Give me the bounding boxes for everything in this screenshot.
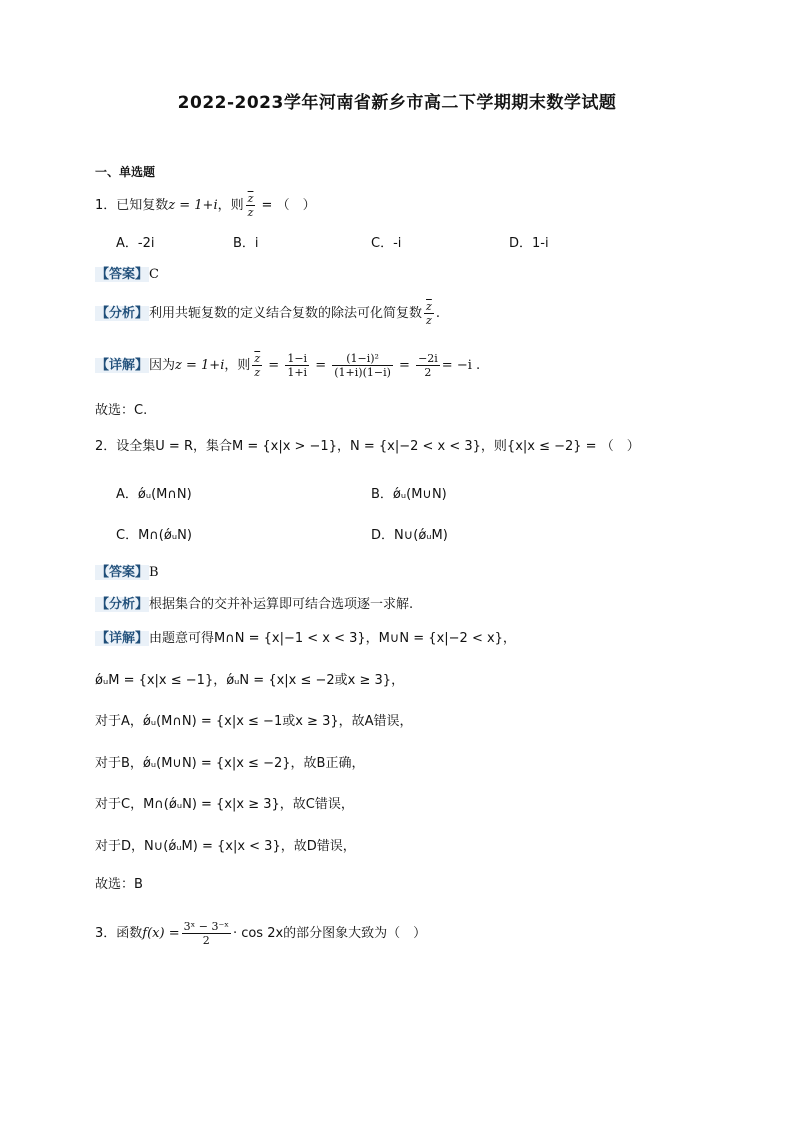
q2-analysis — [95, 596, 413, 614]
q1-conclusion: 故选：C. — [95, 403, 148, 418]
q1-option-b[interactable]: B．i — [233, 236, 259, 251]
q2-analysis-text: 根据集合的交并补运算即可结合选项逐一求解. — [149, 597, 414, 612]
q2-answer-value: B — [149, 565, 159, 580]
q1-stem-end: = （ ） — [257, 198, 316, 213]
q1-stem — [95, 192, 316, 219]
q2-line-d: 对于D，N∪(ǿᵤM) = {x|x < 3}，故D错误， — [95, 839, 356, 854]
answer-tag: 【答案】 — [96, 267, 149, 282]
q2-option-b[interactable]: B．ǿᵤ(M∪N) — [371, 487, 447, 502]
section-heading: 一、单选题 — [95, 165, 156, 179]
q1-analysis: 【分析】利用共轭复数的定义结合复数的除法可化简复数 $\frac{\overline{z}}{z}$ . — [96, 300, 440, 327]
q2-line-a: 对于A，ǿᵤ(M∩N) = {x|x ≤ −1或x ≥ 3}，故A错误， — [95, 714, 413, 729]
q1-detail-frac0: $\frac{\overline{z}}{z}$ — [254, 352, 261, 379]
q1-stem-prefix: 1．已知复数 — [95, 198, 169, 213]
q1-option-d[interactable]: D．1-i — [509, 236, 549, 251]
q2-conclusion: 故选：B — [95, 877, 143, 892]
q1-detail-z: z = 1+i — [175, 358, 225, 373]
q1-detail-frac2: $\frac{\text{(1−i)²}}{(1+i)(1-i)}$ — [334, 352, 391, 379]
q3-stem-prefix: 3．函数 — [95, 926, 143, 941]
q1-detail-frac3: $\frac{-2i}{2}$ — [418, 352, 438, 379]
q2-stem: 2．设全集U = R，集合M = {x|x > −1}，N = {x|−2 < x < 3}，则{x|x ≤ −2} = （ ） — [95, 439, 640, 454]
q1-option-c[interactable]: C．-i — [371, 236, 402, 251]
q2-option-d[interactable]: D．N∪(ǿᵤM) — [371, 528, 448, 543]
q2-line-c: 对于C，M∩(ǿᵤN) = {x|x ≥ 3}，故C错误， — [95, 797, 354, 812]
q1-stem-z: z = 1+i — [168, 198, 218, 213]
answer-tag: 【答案】 — [96, 565, 149, 580]
q1-detail-frac1: $\frac{1-i}{1+i}$ — [287, 352, 308, 379]
page-title: 2022-2023学年河南省新乡市高二下学期期末数学试题 — [177, 93, 617, 113]
q2-option-a[interactable]: A．ǿᵤ(M∩N) — [116, 487, 192, 502]
q3-stem-tail: · cos 2x的部分图象大致为（ ） — [232, 926, 427, 941]
q2-answer — [95, 564, 159, 582]
q2-detail — [95, 630, 516, 648]
q2-line-b: 对于B，ǿᵤ(M∪N) = {x|x ≤ −2}，故B正确， — [95, 756, 365, 771]
q2-detail-1: 由题意可得M∩N = {x|−1 < x < 3}，M∪N = {x|−2 < x}， — [149, 631, 516, 646]
q1-detail-b: ，则 — [224, 358, 251, 373]
q1-answer — [95, 266, 159, 284]
q2-detail-2: ǿᵤM = {x|x ≤ −1}，ǿᵤN = {x|x ≤ −2或x ≥ 3}， — [95, 673, 405, 688]
q1-analysis-text: 利用共轭复数的定义结合复数的除法可化简复数 — [149, 306, 423, 321]
q1-detail: 【详解】因为z = 1+i，则 $\frac{\overline{z}}{z}$ = $\frac{1-i}{1+i}$ = $\frac{\text{(1−i)²}}{(1+i)(1-i)}$ = $\frac{-2i}{2}$ = −i . — [96, 352, 481, 379]
q1-detail-a: 因为 — [149, 358, 176, 373]
q3-stem — [95, 920, 426, 947]
q1-option-a[interactable]: A．-2i — [116, 236, 155, 251]
q2-option-c[interactable]: C．M∩(ǿᵤN) — [116, 528, 192, 543]
analysis-tag: 【分析】 — [96, 597, 149, 612]
detail-tag: 【详解】 — [96, 631, 149, 646]
q1-stem-then: ，则 — [217, 198, 244, 213]
detail-tag: 【详解】 — [96, 358, 149, 373]
q1-zbar-over-z: $\frac{\overline{z}}{z}$ — [247, 192, 254, 219]
q3-stem-fx: f(x) = — [142, 926, 180, 941]
q3-frac: $\frac{\text{3ˣ − 3⁻ˣ}}{2}$ — [183, 920, 229, 947]
q1-detail-tail: = −i . — [441, 358, 481, 373]
analysis-tag: 【分析】 — [96, 306, 149, 321]
q1-analysis-frac: $\frac{\overline{z}}{z}$ — [426, 300, 432, 327]
q1-answer-value: C — [149, 267, 159, 282]
